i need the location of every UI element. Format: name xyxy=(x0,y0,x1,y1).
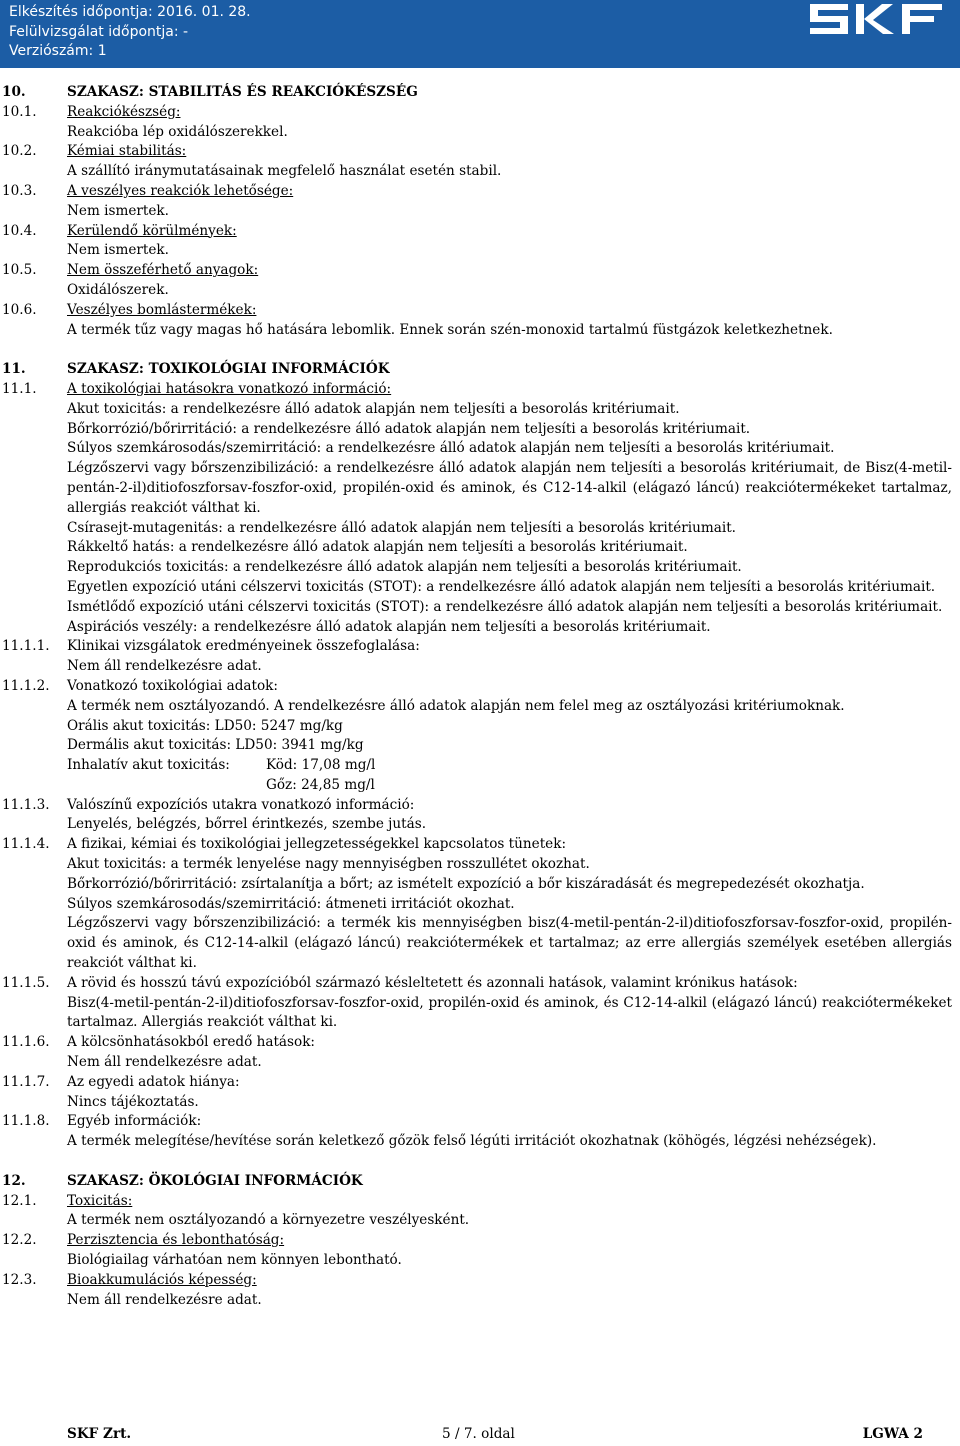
text-line xyxy=(0,538,960,558)
text-line xyxy=(0,459,960,518)
subsection-number: 10.3. xyxy=(2,182,37,199)
subsection-11-1-6: 11.1.6. A kölcsönhatásokból eredő hatások: xyxy=(2,1034,316,1051)
paragraph: A termék nem osztályozandó. A rendelkezésre álló adatok alapján nem felel meg az osztályozási kritériumoknak. xyxy=(67,697,845,714)
subsection-11-1-8-text: A termék melegítése/hevítése során keletkező gőzök felső légúti irritációt okozhatnak (köhögés, légzési nehézségek). xyxy=(67,1133,877,1150)
inhalation-label: Inhalatív akut toxicitás: xyxy=(67,757,230,774)
footer-page-number: 5 / 7. oldal xyxy=(442,1426,515,1442)
subsection-11-1-1-text: Nem áll rendelkezésre adat. xyxy=(67,658,262,675)
paragraph: Aspirációs veszély: a rendelkezésre álló adatok alapján nem teljesíti a besorolás kritériumait. xyxy=(67,618,711,635)
subsection-text: Reakcióba lép oxidálószerekkel. xyxy=(67,123,288,140)
subsection-11-1-5: 11.1.5. A rövid és hosszú távú expozícióból származó késleltetett és azonnali hatások, valamint krónikus hatások: xyxy=(2,974,798,991)
section-10-heading: 10. SZAKASZ: STABILITÁS ÉS REAKCIÓKÉSZSÉG xyxy=(2,84,418,100)
paragraph: Egyetlen expozíció utáni célszervi toxicitás (STOT): a rendelkezésre álló adatok alapján nem teljesíti a besorolás kritériumait. xyxy=(67,578,936,595)
subsection-number: 12.1. xyxy=(2,1192,37,1209)
subsection-11-1-7-text: Nincs tájékoztatás. xyxy=(67,1093,199,1110)
subsection-number: 10.1. xyxy=(2,103,37,120)
text-line xyxy=(0,914,960,973)
subsection-text: Biológiailag várhatóan nem könnyen lebontható. xyxy=(67,1252,402,1269)
paragraph: Dermális akut toxicitás: LD50: 3941 mg/kg xyxy=(67,737,364,754)
subsection-11-1-4: 11.1.4. A fizikai, kémiai és toxikológiai jellegzetességekkel kapcsolatos tünetek: xyxy=(2,836,567,853)
subsection-body xyxy=(0,1211,960,1231)
text-line xyxy=(0,717,960,737)
text-line xyxy=(0,439,960,459)
paragraph: Reprodukciós toxicitás: a rendelkezésre álló adatok alapján nem teljesíti a besorolás kritériumait. xyxy=(67,559,742,576)
subsection-body xyxy=(0,281,960,301)
subsection-label: Bioakkumulációs képesség: xyxy=(67,1271,257,1288)
subsection-number: 10.5. xyxy=(2,262,37,279)
subsection-heading xyxy=(0,1271,960,1291)
subsection-body xyxy=(0,1291,960,1311)
text-line xyxy=(0,855,960,875)
text-line xyxy=(0,895,960,915)
paragraph: Ismétlődő expozíció utáni célszervi toxicitás (STOT): a rendelkezésre álló adatok alapján nem teljesíti a besorolás kritériumait. xyxy=(67,598,943,615)
paragraph: Légzőszervi vagy bőrszenzibilizáció: a termék kis mennyiségben bisz(4-metil-pentán-2-il)ditiofoszforsav-foszfor-oxid, propilén-oxid és aminok, és C12-14-alkil (elágazó láncú) reakciótermékek et tartalmaz; az erre allergiás személyek esetében allergiás reakciót válthat ki. xyxy=(67,915,952,972)
text-line xyxy=(0,519,960,539)
paragraph: Akut toxicitás: a termék lenyelése nagy mennyiségben rosszullétet okozhat. xyxy=(67,856,590,873)
section-12-heading: 12. SZAKASZ: ÖKOLÓGIAI INFORMÁCIÓK xyxy=(2,1172,363,1189)
subsection-heading xyxy=(0,1192,960,1212)
subsection-11-1-8: 11.1.8. Egyéb információk: xyxy=(2,1113,202,1130)
subsection-text: A szállító iránymutatásainak megfelelő használat esetén stabil. xyxy=(67,163,502,180)
section-10-items xyxy=(0,103,960,341)
paragraph: Bőrkorrózió/bőrirritáció: a rendelkezésre álló adatok alapján nem teljesíti a besorolás kritériumait. xyxy=(67,420,751,437)
subsection-body xyxy=(0,202,960,222)
subsection-heading xyxy=(0,103,960,123)
subsection-text: Nem ismertek. xyxy=(67,202,169,219)
paragraph: Súlyos szemkárosodás/szemirritáció: a rendelkezésre álló adatok alapján nem teljesíti a besorolás kritériumait. xyxy=(67,440,835,457)
subsection-label: Kémiai stabilitás: xyxy=(67,143,187,160)
text-line xyxy=(0,558,960,578)
header-info xyxy=(9,3,251,62)
subsection-label: Kerülendő körülmények: xyxy=(67,222,237,239)
subsection-number: 10.2. xyxy=(2,143,37,160)
subsection-text: A termék tűz vagy magas hő hatására lebomlik. Ennek során szén-monoxid tartalmú füstgázok keletkezhetnek. xyxy=(67,321,833,338)
subsection-body xyxy=(0,123,960,143)
text-line xyxy=(0,697,960,717)
subsection-heading xyxy=(0,182,960,202)
paragraph: Akut toxicitás: a rendelkezésre álló adatok alapján nem teljesíti a besorolás kritériumait. xyxy=(67,400,680,417)
subsection-heading xyxy=(0,261,960,281)
subsection-11-1-7: 11.1.7. Az egyedi adatok hiánya: xyxy=(2,1073,240,1090)
inhalation-toxicity xyxy=(0,756,960,796)
footer-document-code: LGWA 2 xyxy=(862,1426,923,1442)
subsection-body xyxy=(0,321,960,341)
text-line xyxy=(0,578,960,598)
subsection-label: Perzisztencia és lebonthatóság: xyxy=(67,1232,285,1249)
toxicology-data xyxy=(0,697,960,756)
subsection-11-1-6-text: Nem áll rendelkezésre adat. xyxy=(67,1054,262,1071)
subsection-11-1-1: 11.1.1. Klinikai vizsgálatok eredményeinek összefoglalása: xyxy=(2,638,420,655)
version-number: Verziószám: 1 xyxy=(9,43,107,59)
text-line xyxy=(0,420,960,440)
text-line xyxy=(0,875,960,895)
subsection-number: 10.4. xyxy=(2,222,37,239)
subsection-text: A termék nem osztályozandó a környezetre veszélyesként. xyxy=(67,1212,470,1229)
subsection-heading xyxy=(0,222,960,242)
subsection-11-1-5-text: Bisz(4-metil-pentán-2-il)ditiofoszforsav-foszfor-oxid, propilén-oxid és aminok, és C12-14-alkil (elágazó láncú) reakciótermékeket tartalmaz. Allergiás reakciót válthat ki. xyxy=(67,994,952,1031)
subsection-body xyxy=(0,241,960,261)
paragraph: Légzőszervi vagy bőrszenzibilizáció: a rendelkezésre álló adatok alapján nem teljesíti a besorolás kritériumait, de Bisz(4-metil-pentán-2-il)ditiofoszforsav-foszfor-oxid, propilén-oxid és aminok, és C12-14-alkil (elágazó láncú) reakciótermékeket tartalmaz, allergiás reakciót válthat ki. xyxy=(67,460,952,516)
subsection-label: Reakciókészség: xyxy=(67,103,181,120)
section-11-heading: 11. SZAKASZ: TOXIKOLÓGIAI INFORMÁCIÓK xyxy=(2,361,390,378)
toxicology-statements xyxy=(0,400,960,638)
paragraph: Orális akut toxicitás: LD50: 5247 mg/kg xyxy=(67,717,343,734)
subsection-text: Nem ismertek. xyxy=(67,242,169,259)
footer-company: SKF Zrt. xyxy=(67,1426,132,1442)
section-12-items xyxy=(0,1192,960,1311)
subsection-body xyxy=(0,1251,960,1271)
text-line xyxy=(0,736,960,756)
revision-date: Felülvizsgálat időpontja: - xyxy=(9,23,189,40)
subsection-label: Nem összeférhető anyagok: xyxy=(67,262,259,279)
subsection-11-1-3: 11.1.3. Valószínű expozíciós utakra vonatkozó információ: xyxy=(2,796,415,813)
subsection-number: 10.6. xyxy=(2,301,37,318)
paragraph: Csírasejt-mutagenitás: a rendelkezésre álló adatok alapján nem teljesíti a besorolás kritériumait. xyxy=(67,519,737,536)
document-header xyxy=(0,0,960,68)
subsection-number: 12.2. xyxy=(2,1232,37,1249)
text-line xyxy=(0,400,960,420)
subsection-heading xyxy=(0,1231,960,1251)
subsection-label: Veszélyes bomlástermékek: xyxy=(67,301,257,318)
document-body xyxy=(0,83,960,1310)
page-footer xyxy=(0,1426,960,1446)
subsection-heading xyxy=(0,142,960,162)
subsection-text: Oxidálószerek. xyxy=(67,281,169,298)
subsection-11-1: 11.1. A toxikológiai hatásokra vonatkozó információ: xyxy=(2,380,392,397)
subsection-text: Nem áll rendelkezésre adat. xyxy=(67,1291,262,1308)
paragraph: Súlyos szemkárosodás/szemirritáció: átmeneti irritációt okozhat. xyxy=(67,895,515,912)
subsection-label: Toxicitás: xyxy=(67,1192,133,1209)
text-line xyxy=(0,598,960,618)
prepared-date: Elkészítés időpontja: 2016. 01. 28. xyxy=(9,4,251,20)
subsection-body xyxy=(0,162,960,182)
inhalation-vapour: Gőz: 24,85 mg/l xyxy=(266,776,375,793)
skf-logo xyxy=(810,4,946,34)
subsection-11-1-3-text: Lenyelés, belégzés, bőrrel érintkezés, szembe jutás. xyxy=(67,816,427,833)
subsection-number: 12.3. xyxy=(2,1271,37,1288)
text-line xyxy=(0,618,960,638)
subsection-heading xyxy=(0,301,960,321)
paragraph: Bőrkorrózió/bőrirritáció: zsírtalanítja a bőrt; az ismételt expozíció a bőr kiszáradását és megrepedezését okozhatja. xyxy=(67,875,865,892)
paragraph: Rákkeltő hatás: a rendelkezésre álló adatok alapján nem teljesíti a besorolás kritériumait. xyxy=(67,539,688,556)
symptoms-list xyxy=(0,855,960,974)
subsection-label: A veszélyes reakciók lehetősége: xyxy=(67,182,294,199)
subsection-11-1-2: 11.1.2. Vonatkozó toxikológiai adatok: xyxy=(2,677,278,694)
inhalation-mist: Köd: 17,08 mg/l xyxy=(266,757,376,774)
